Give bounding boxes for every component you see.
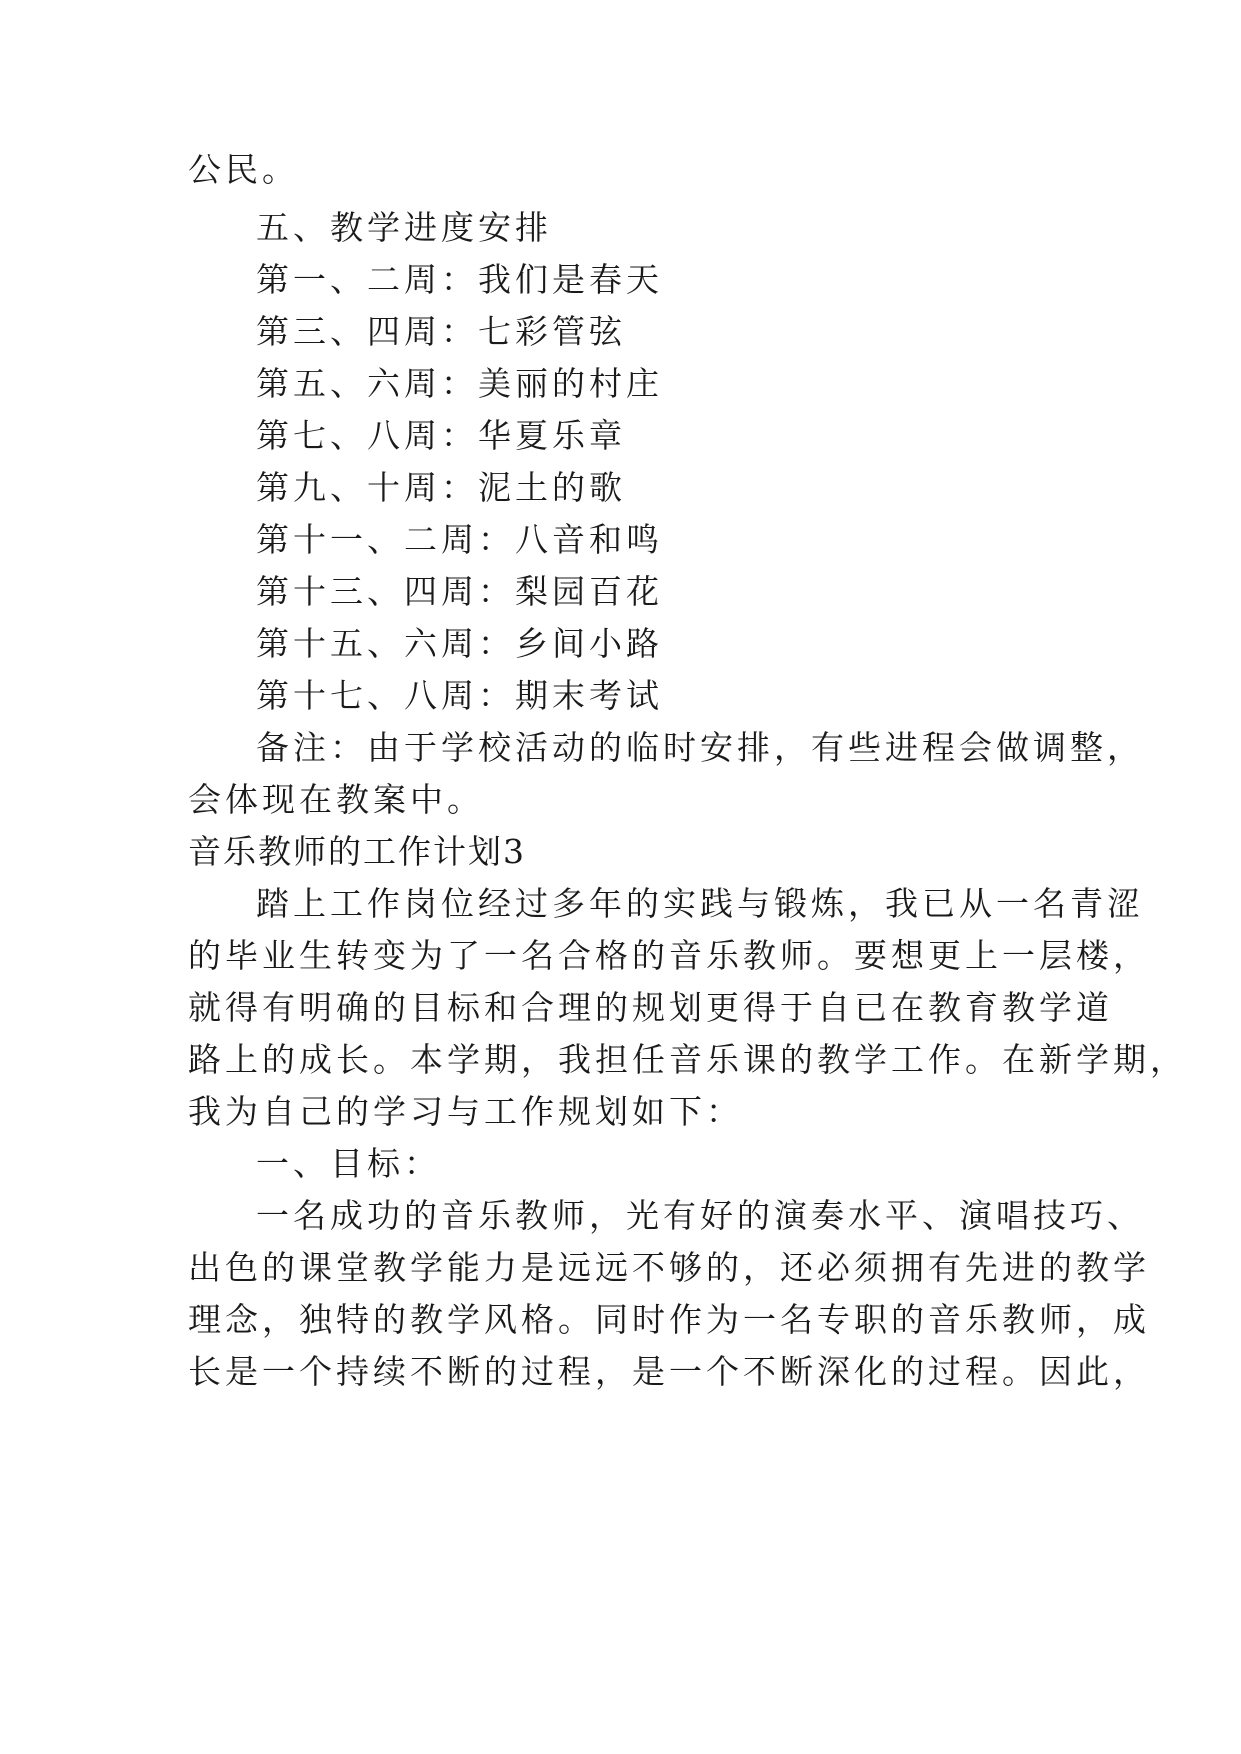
note-line: 备注：由于学校活动的临时安排，有些进程会做调整， [256,728,1144,767]
schedule-item: 第九、十周：泥土的歌 [256,468,626,507]
paragraph-line: 出色的课堂教学能力是远远不够的，还必须拥有先进的教学 [188,1248,1150,1287]
schedule-item: 第十七、八周：期末考试 [256,676,663,715]
schedule-item: 第十一、二周：八音和鸣 [256,520,663,559]
paragraph-line: 一名成功的音乐教师，光有好的演奏水平、演唱技巧、 [256,1196,1144,1235]
paragraph-line: 的毕业生转变为了一名合格的音乐教师。要想更上一层楼， [188,936,1150,975]
section-heading: 五、教学进度安排 [256,208,552,247]
paragraph-line: 我为自己的学习与工作规划如下： [188,1092,743,1131]
paragraph-line: 就得有明确的目标和合理的规划更得于自已在教育教学道 [188,988,1113,1027]
schedule-item: 第七、八周：华夏乐章 [256,416,626,455]
schedule-item: 第一、二周：我们是春天 [256,260,663,299]
note-line: 会体现在教案中。 [188,780,484,819]
paragraph-line: 长是一个持续不断的过程，是一个不断深化的过程。因此， [188,1352,1150,1391]
schedule-item: 第十五、六周：乡间小路 [256,624,663,663]
schedule-item: 第十三、四周：梨园百花 [256,572,663,611]
section-heading: 一、目标： [256,1144,441,1183]
document-title: 音乐教师的工作计划3 [188,832,526,871]
paragraph-line: 路上的成长。本学期，我担任音乐课的教学工作。在新学期， [188,1040,1187,1079]
schedule-item: 第三、四周：七彩管弦 [256,312,626,351]
paragraph-line: 理念，独特的教学风格。同时作为一名专职的音乐教师，成 [188,1300,1150,1339]
text-line: 公民。 [188,150,299,189]
paragraph-line: 踏上工作岗位经过多年的实践与锻炼，我已从一名青涩 [256,884,1144,923]
schedule-item: 第五、六周：美丽的村庄 [256,364,663,403]
